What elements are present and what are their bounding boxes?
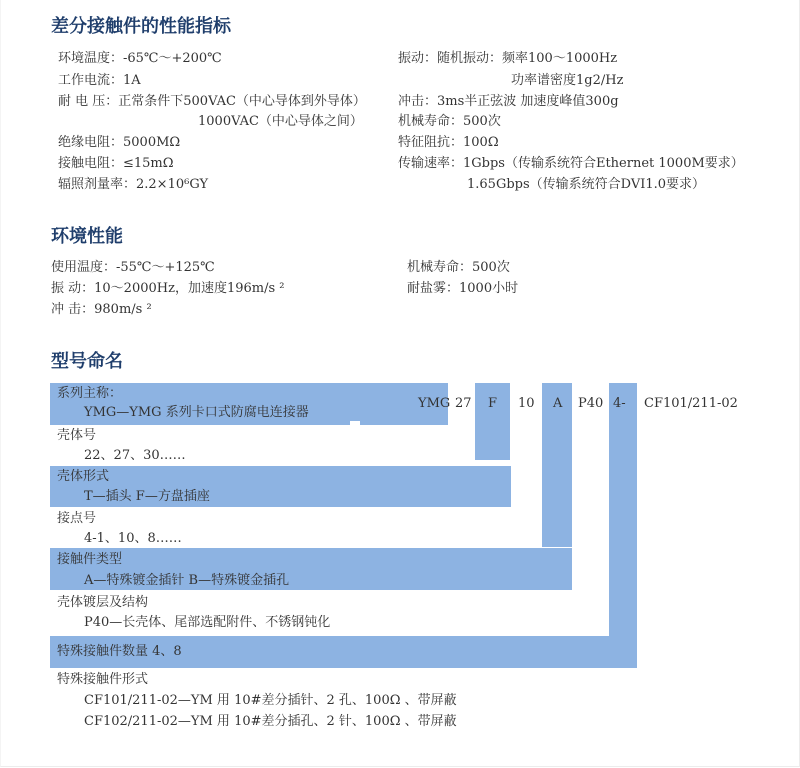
model-code: CF101/211-02 [644, 396, 738, 411]
model-row-label: 接点号 [57, 511, 97, 526]
spec-left-line: 耐 电 压：正常条件下500VAC（中心导体到外导体） [58, 94, 366, 109]
model-row-label: 特殊接触件数量 4、8 [57, 644, 182, 659]
model-row-label: 接触件类型 [57, 552, 123, 567]
model-code: A [553, 396, 563, 411]
model-code: YMG [418, 396, 451, 411]
model-row-desc: P40—长壳体、尾部选配附件、不锈钢钝化 [84, 615, 331, 630]
spec-left-line: 辐照剂量率：2.2×10⁶GY [58, 177, 209, 192]
spec-right-line: 冲击：3ms半正弦波 加速度峰值300g [398, 94, 619, 109]
model-row-desc: YMG—YMG 系列卡口式防腐电连接器 [84, 405, 309, 420]
spec-left-line: 工作电流：1A [58, 73, 141, 88]
section-title-model: 型号命名 [51, 351, 123, 372]
model-row-label: 壳体镀层及结构 [57, 595, 149, 610]
env-right-line: 机械寿命：500次 [407, 260, 510, 275]
spec-left-line: 接触电阻：≤15mΩ [58, 156, 174, 171]
spec-left-line: 1000VAC（中心导体之间） [198, 114, 363, 129]
spec-right-line: 功率谱密度1g2/Hz [511, 73, 624, 88]
model-row-desc: 4-1、10、8…… [84, 531, 182, 546]
spec-right-line: 特征阻抗：100Ω [398, 135, 499, 150]
model-code: 27 [455, 396, 472, 411]
env-right-line: 耐盐雾：1000小时 [407, 281, 519, 296]
env-left-line: 冲 击：980m/s ² [51, 302, 152, 317]
model-row-desc: A—特殊镀金插针 B—特殊镀金插孔 [84, 573, 290, 588]
spec-right-line: 振动：随机振动：频率100～1000Hz [398, 51, 618, 66]
section-title-specs: 差分接触件的性能指标 [51, 16, 231, 37]
spec-left-line: 环境温度：-65℃～+200℃ [58, 51, 222, 66]
model-bar-special [609, 383, 637, 636]
model-row-label: 壳体号 [57, 428, 97, 443]
model-code: 10 [518, 396, 535, 411]
model-row-desc: CF101/211-02—YM 用 10#差分插针、2 孔、100Ω 、带屏蔽 [84, 693, 457, 708]
spec-right-line: 传输速率：1Gbps（传输系统符合Ethernet 1000M要求） [398, 156, 744, 171]
env-left-line: 使用温度：-55℃～+125℃ [51, 260, 215, 275]
env-left-line: 振 动：10～2000Hz，加速度196m/s ² [51, 281, 285, 296]
spec-right-line: 1.65Gbps（传输系统符合DVI1.0要求） [467, 177, 706, 192]
model-row-label: 系列主称： [57, 386, 123, 401]
model-code: 4- [613, 396, 626, 411]
model-code: F [488, 396, 498, 411]
model-bar-series [350, 383, 360, 421]
spec-right-line: 机械寿命：500次 [398, 114, 501, 129]
model-row-desc: T—插头 F—方盘插座 [84, 489, 210, 504]
model-code: P40 [578, 396, 604, 411]
model-row-desc: 22、27、30…… [84, 448, 186, 463]
model-row-label: 壳体形式 [57, 469, 110, 484]
model-row-desc: CF102/211-02—YM 用 10#差分插孔、2 针、100Ω 、带屏蔽 [84, 714, 457, 729]
section-title-environment: 环境性能 [51, 226, 123, 247]
model-row-label: 特殊接触件形式 [57, 672, 149, 687]
spec-left-line: 绝缘电阻：5000MΩ [58, 135, 181, 150]
